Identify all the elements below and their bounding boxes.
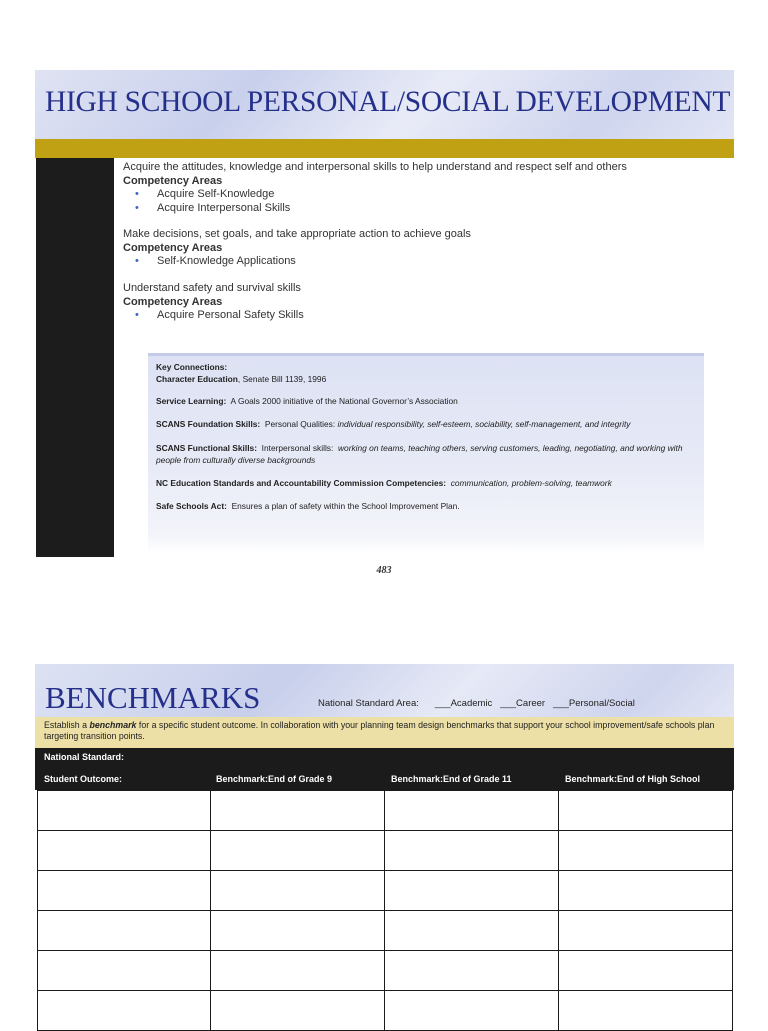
table-cell[interactable] <box>385 831 559 871</box>
bullet-icon: • <box>135 255 139 267</box>
side-column <box>36 158 114 557</box>
table-row <box>38 871 733 911</box>
list-item: • Acquire Personal Safety Skills <box>135 309 304 321</box>
table-cell[interactable] <box>38 991 211 1031</box>
table-cell[interactable] <box>559 991 733 1031</box>
safe-schools-line: Safe Schools Act: Ensures a plan of safety within the School Improvement Plan. <box>156 501 460 511</box>
standard-goal: Acquire the attitudes, knowledge and interpersonal skills to help understand and respect self and others <box>123 161 627 173</box>
table-cell[interactable] <box>210 791 385 831</box>
table-cell[interactable] <box>210 911 385 951</box>
table-cell[interactable] <box>38 831 211 871</box>
scans-foundation-line: SCANS Foundation Skills: Personal Qualities: individual responsibility, self-esteem, sociability, self-management, and integrity <box>156 419 631 429</box>
table-row <box>38 831 733 871</box>
list-item: • Acquire Self-Knowledge <box>135 188 275 200</box>
benchmarks-title: BENCHMARKS <box>45 680 261 715</box>
key-connections-heading: Key Connections: Character Education, Senate Bill 1139, 1996 <box>156 362 327 384</box>
table-cell[interactable] <box>38 871 211 911</box>
table-cell[interactable] <box>38 911 211 951</box>
table-cell[interactable] <box>385 871 559 911</box>
table-row <box>38 911 733 951</box>
table-cell[interactable] <box>385 911 559 951</box>
standard-block-1 <box>123 161 627 215</box>
bullet-icon: • <box>135 309 139 321</box>
gold-divider <box>35 139 734 158</box>
table-row <box>38 991 733 1031</box>
table-cell[interactable] <box>559 871 733 911</box>
table-cell[interactable] <box>559 791 733 831</box>
standard-area-label: National Standard Area: <box>318 698 419 709</box>
bullet-icon: • <box>135 201 139 214</box>
competency-label: Competency Areas <box>123 241 223 254</box>
list-item: • Self-Knowledge Applications <box>135 255 296 267</box>
standard-block-3 <box>123 282 304 323</box>
table-row <box>38 951 733 991</box>
page-number: 483 <box>376 565 392 576</box>
table-cell[interactable] <box>210 951 385 991</box>
table-cell[interactable] <box>559 831 733 871</box>
standard-goal: Understand safety and survival skills <box>123 282 301 294</box>
table-cell[interactable] <box>385 951 559 991</box>
table-cell[interactable] <box>559 951 733 991</box>
standard-block-2 <box>123 228 471 269</box>
table-cell[interactable] <box>210 871 385 911</box>
page-title: HIGH SCHOOL PERSONAL/SOCIAL DEVELOPMENT <box>45 86 731 118</box>
table-cell[interactable] <box>210 831 385 871</box>
nc-standards-line: NC Education Standards and Accountability Commission Competencies: communication, problem-solving, teamwork <box>156 478 612 488</box>
column-header-outcome: Student Outcome: <box>44 774 122 784</box>
standard-area-line <box>318 698 635 709</box>
bullet-icon: • <box>135 188 139 200</box>
national-standard-label: National Standard: <box>44 752 125 762</box>
service-learning-line: Service Learning: A Goals 2000 initiative of the National Governor’s Association <box>156 396 458 406</box>
list-item: • Acquire Interpersonal Skills <box>135 201 291 214</box>
column-header-grade11: Benchmark:End of Grade 11 <box>391 774 512 784</box>
table-cell[interactable] <box>559 911 733 951</box>
column-header-high-school: Benchmark:End of High School <box>565 774 701 784</box>
instruction-text: Establish a benchmark for a specific student outcome. In collaboration with your planning team design benchmarks that support your school improvement/safe schools plan targeting transition points. <box>44 720 715 741</box>
table-cell[interactable] <box>38 791 211 831</box>
standard-area-options[interactable]: ___Academic ___Career ___Personal/Social <box>434 698 635 709</box>
scans-functional-line: SCANS Functional Skills: Interpersonal skills: working on teams, teaching others, serving customers, leading, negotiating, and working with people from culturally diverse backgrounds <box>156 443 683 465</box>
standard-goal: Make decisions, set goals, and take appropriate action to achieve goals <box>123 228 471 240</box>
competency-label: Competency Areas <box>123 295 223 308</box>
table-cell[interactable] <box>38 951 211 991</box>
competency-label: Competency Areas <box>123 174 223 187</box>
benchmark-table <box>37 790 733 1031</box>
table-cell[interactable] <box>385 991 559 1031</box>
table-cell[interactable] <box>385 791 559 831</box>
table-row <box>38 791 733 831</box>
table-cell[interactable] <box>210 991 385 1031</box>
column-header-grade9: Benchmark:End of Grade 9 <box>216 774 333 784</box>
